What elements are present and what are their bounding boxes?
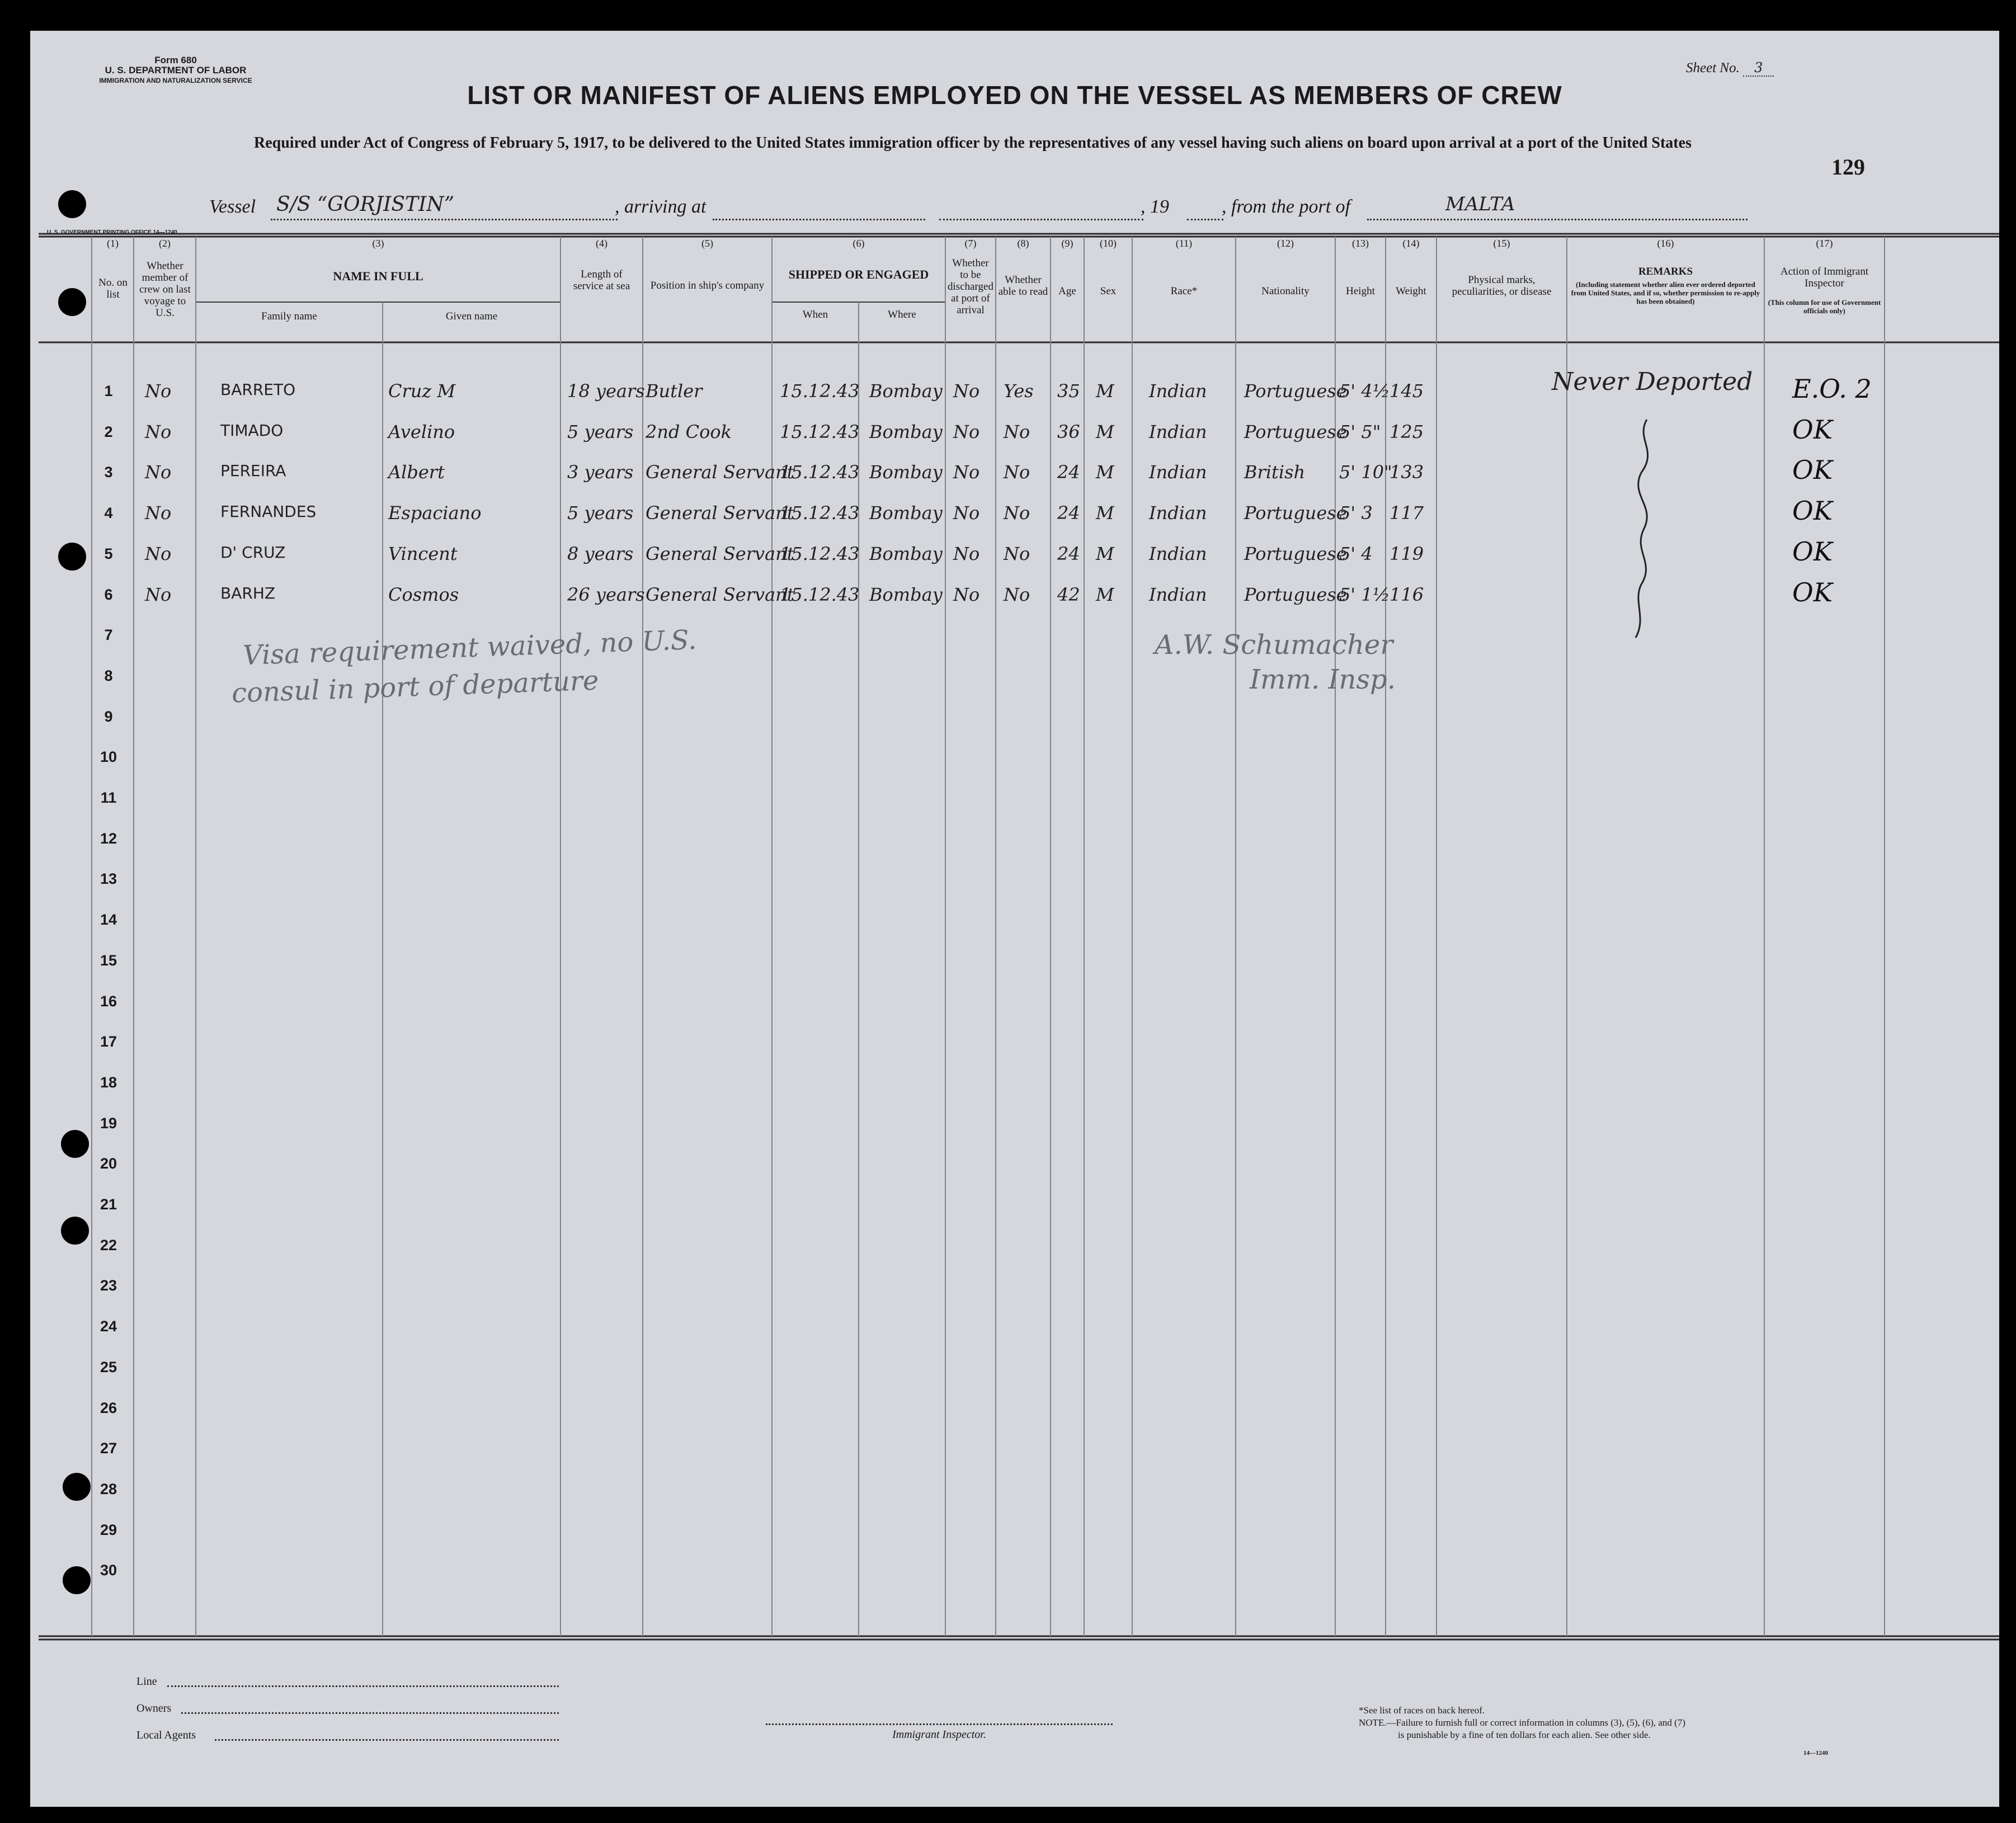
shipped-where: Bombay (869, 584, 943, 605)
age: 24 (1057, 461, 1080, 483)
family-name: BARRETO (220, 380, 296, 399)
race: Indian (1149, 584, 1207, 605)
family-name: FERNANDES (220, 502, 317, 521)
arriving-label: , arriving at (615, 196, 706, 217)
family-name: PEREIRA (220, 461, 286, 480)
printing-office: U. S. GOVERNMENT PRINTING OFFICE 14—1240 (47, 229, 177, 235)
row-number: 1 (104, 383, 113, 399)
position: General Servant (646, 584, 794, 605)
col-num: (4) (596, 238, 607, 249)
manifest-sheet (30, 31, 1999, 1807)
row-number: 12 (100, 830, 117, 847)
col-header: Weight (1396, 285, 1426, 297)
given-name: Espaciano (388, 502, 482, 524)
weight: 116 (1389, 584, 1424, 605)
penalty-note-2: is punishable by a fine of ten dollars for each alien. See other side. (1398, 1730, 1651, 1740)
inspector-action: OK (1792, 455, 1833, 485)
row-number: 7 (104, 626, 113, 643)
col-note: (Including statement whether alien ever ordered deported from United States, and if so, whether permission to re-apply has been obtained) (1571, 280, 1760, 305)
owners-label: Owners (136, 1702, 172, 1714)
position: General Servant (646, 502, 794, 524)
col-header: Sex (1100, 285, 1117, 297)
length-of-service: 8 years (567, 543, 634, 564)
discharged: No (953, 421, 980, 442)
position: General Servant (646, 461, 794, 483)
col-num: (15) (1493, 238, 1510, 249)
crew-status: No (145, 543, 172, 564)
col-header: Height (1346, 285, 1375, 297)
row-number: 26 (100, 1400, 117, 1416)
shipped-when: 15.12.43 (780, 380, 860, 402)
shipped-where: Bombay (869, 502, 943, 524)
sheet-value: 3 (1743, 60, 1774, 77)
col-header: SHIPPED OR ENGAGED (788, 267, 929, 281)
weight: 119 (1389, 543, 1424, 564)
row-number: 27 (100, 1440, 117, 1457)
row-number: 28 (100, 1481, 117, 1497)
discharged: No (953, 380, 980, 402)
row-number: 11 (100, 789, 117, 806)
length-of-service: 26 years (567, 584, 645, 605)
col-header: Age (1058, 285, 1076, 297)
col-num: (16) (1657, 238, 1674, 249)
inspector-action: OK (1792, 496, 1833, 526)
col-subheader: Family name (261, 310, 317, 322)
col-note: (This column for use of Government officials only) (1768, 298, 1881, 315)
row-number: 30 (100, 1562, 117, 1579)
row-number: 16 (100, 993, 117, 1010)
crew-status: No (145, 502, 172, 524)
year-label: , 19 (1141, 196, 1169, 217)
height: 5' 1½ (1339, 584, 1390, 605)
height: 5' 4 (1339, 543, 1373, 564)
discharged: No (953, 461, 980, 483)
discharged: No (953, 543, 980, 564)
discharged: No (953, 584, 980, 605)
shipped-when: 15.12.43 (780, 461, 860, 483)
races-note: *See list of races on back hereof. (1359, 1705, 1485, 1716)
nationality: Portuguese (1244, 584, 1347, 605)
sex: M (1096, 380, 1114, 402)
col-subheader: When (802, 309, 828, 321)
form-number: Form 680 (154, 55, 197, 65)
crew-status: No (145, 380, 172, 402)
col-num: (10) (1100, 238, 1117, 249)
remark-row1: Never Deported (1552, 368, 1753, 396)
weight: 125 (1389, 421, 1424, 442)
row-number: 13 (100, 870, 117, 887)
shipped-when: 15.12.43 (780, 502, 860, 524)
crew-status: No (145, 584, 172, 605)
row-number: 24 (100, 1318, 117, 1335)
age: 42 (1057, 584, 1080, 605)
height: 5' 3 (1339, 502, 1373, 524)
race: Indian (1149, 502, 1207, 524)
visa-note-line1: Visa requirement waived, no U.S. (242, 624, 698, 672)
vessel-value: S/S “GORJISTIN” (276, 193, 455, 216)
row-number: 29 (100, 1521, 117, 1538)
col-num: (13) (1352, 238, 1369, 249)
race: Indian (1149, 380, 1207, 402)
age: 35 (1057, 380, 1080, 402)
col-num: (9) (1061, 238, 1073, 249)
col-num: (5) (701, 238, 713, 249)
row-number: 14 (100, 911, 117, 928)
crew-status: No (145, 421, 172, 442)
nationality: Portuguese (1244, 543, 1347, 564)
row-number: 18 (100, 1074, 117, 1091)
page-number: 129 (1831, 154, 1865, 180)
row-number: 25 (100, 1359, 117, 1376)
row-number: 5 (104, 545, 113, 562)
col-header: No. on list (98, 277, 128, 300)
able-to-read: No (1004, 502, 1030, 524)
col-header: Whether to be discharged at port of arrival (948, 257, 993, 316)
weight: 145 (1389, 380, 1424, 402)
inspector-action: OK (1792, 414, 1833, 445)
col-num: (11) (1175, 238, 1193, 249)
crew-status: No (145, 461, 172, 483)
row-number: 8 (104, 667, 113, 684)
row-number: 6 (104, 586, 113, 603)
row-number: 4 (104, 505, 113, 521)
height: 5' 5" (1339, 421, 1381, 442)
nationality: British (1244, 461, 1306, 483)
discharged: No (953, 502, 980, 524)
height: 5' 4½ (1339, 380, 1390, 402)
col-header: Nationality (1261, 285, 1310, 297)
row-number: 2 (104, 423, 113, 440)
age: 24 (1057, 543, 1080, 564)
service-name: IMMIGRATION AND NATURALIZATION SERVICE (99, 77, 252, 84)
race: Indian (1149, 421, 1207, 442)
able-to-read: No (1004, 421, 1030, 442)
given-name: Cosmos (388, 584, 459, 605)
port-value: MALTA (1445, 193, 1515, 215)
col-header: Position in ship's company (650, 280, 765, 291)
col-num: (8) (1017, 238, 1029, 249)
row-number: 10 (100, 748, 117, 765)
nationality: Portuguese (1244, 380, 1347, 402)
row-number: 20 (100, 1155, 117, 1172)
shipped-where: Bombay (869, 543, 943, 564)
sex: M (1096, 543, 1114, 564)
inspector-action: OK (1792, 536, 1833, 567)
family-name: D' CRUZ (220, 543, 286, 562)
weight: 117 (1389, 502, 1424, 524)
col-header: REMARKS (1638, 266, 1693, 277)
row-number: 23 (100, 1277, 117, 1294)
immigrant-inspector-label: Immigrant Inspector. (892, 1728, 986, 1741)
sex: M (1096, 421, 1114, 442)
col-num: (14) (1402, 238, 1420, 249)
col-header: Race* (1170, 285, 1198, 297)
able-to-read: No (1004, 543, 1030, 564)
page-title: LIST OR MANIFEST OF ALIENS EMPLOYED ON THE VESSEL AS MEMBERS OF CREW (467, 81, 1562, 110)
local-agents-label: Local Agents (136, 1729, 196, 1741)
form-code: 14—1240 (1803, 1750, 1828, 1756)
col-header: NAME IN FULL (333, 269, 423, 283)
given-name: Albert (388, 461, 445, 483)
family-name: BARHZ (220, 584, 276, 602)
col-num: (12) (1277, 238, 1294, 249)
nationality: Portuguese (1244, 421, 1347, 442)
given-name: Avelino (388, 421, 455, 442)
row-number: 19 (100, 1115, 117, 1132)
sex: M (1096, 584, 1114, 605)
given-name: Vincent (388, 543, 458, 564)
position: General Servant (646, 543, 794, 564)
race: Indian (1149, 543, 1207, 564)
length-of-service: 3 years (567, 461, 634, 483)
row-number: 22 (100, 1237, 117, 1254)
nationality: Portuguese (1244, 502, 1347, 524)
row-number: 15 (100, 952, 117, 969)
department: U. S. DEPARTMENT OF LABOR (105, 65, 247, 76)
row-number: 21 (100, 1196, 117, 1213)
col-subheader: Given name (445, 310, 498, 322)
sheet-label: Sheet No. (1686, 60, 1740, 76)
race: Indian (1149, 461, 1207, 483)
col-num: (6) (852, 238, 865, 249)
visa-note-line2: consul in port of departure (231, 665, 600, 709)
shipped-where: Bombay (869, 461, 943, 483)
length-of-service: 5 years (567, 502, 634, 524)
family-name: TIMADO (220, 421, 284, 440)
length-of-service: 5 years (567, 421, 634, 442)
penalty-note: NOTE.—Failure to furnish full or correct information in columns (3), (5), (6), and (7) (1359, 1717, 1685, 1728)
inspector-signature: A.W. Schumacher (1155, 629, 1393, 661)
shipped-where: Bombay (869, 380, 943, 402)
shipped-when: 15.12.43 (780, 421, 860, 442)
col-header: Action of Immigrant Inspector (1780, 266, 1869, 289)
able-to-read: No (1004, 461, 1030, 483)
inspector-title: Imm. Insp. (1250, 664, 1396, 695)
able-to-read: Yes (1004, 380, 1034, 402)
row-number: 17 (100, 1033, 117, 1050)
ditto-squiggle (1624, 417, 1669, 640)
able-to-read: No (1004, 584, 1030, 605)
inspector-action: E.O. 2 (1792, 374, 1872, 404)
sex: M (1096, 461, 1114, 483)
shipped-when: 15.12.43 (780, 543, 860, 564)
page-subtitle: Required under Act of Congress of February 5, 1917, to be delivered to the United States immigration officer by the representatives of any vessel having such aliens on board upon arrival at a port of the United States (254, 134, 1692, 152)
row-number: 3 (104, 464, 113, 481)
col-num: (17) (1816, 238, 1833, 249)
row-number: 9 (104, 708, 113, 725)
col-num: (2) (159, 238, 171, 249)
col-header: Length of service at sea (573, 268, 630, 292)
col-header: Whether member of crew on last voyage to U.S. (139, 260, 191, 319)
age: 24 (1057, 502, 1080, 524)
shipped-when: 15.12.43 (780, 584, 860, 605)
line-label: Line (136, 1675, 157, 1688)
length-of-service: 18 years (567, 380, 645, 402)
position: Butler (646, 380, 703, 402)
given-name: Cruz M (388, 380, 456, 402)
col-header: Physical marks, peculiarities, or disease (1452, 274, 1552, 298)
sex: M (1096, 502, 1114, 524)
footer-notes (1359, 1704, 1685, 1741)
col-header: Whether able to read (998, 274, 1048, 298)
height: 5' 10" (1339, 461, 1392, 483)
weight: 133 (1389, 461, 1424, 483)
col-num: (7) (964, 238, 977, 249)
inspector-action: OK (1792, 577, 1833, 607)
position: 2nd Cook (646, 421, 732, 442)
col-subheader: Where (888, 309, 916, 321)
col-num: (3) (372, 238, 384, 249)
vessel-label: Vessel (209, 196, 256, 217)
from-label: , from the port of (1222, 196, 1351, 217)
col-num: (1) (107, 238, 119, 249)
shipped-where: Bombay (869, 421, 943, 442)
age: 36 (1057, 421, 1080, 442)
